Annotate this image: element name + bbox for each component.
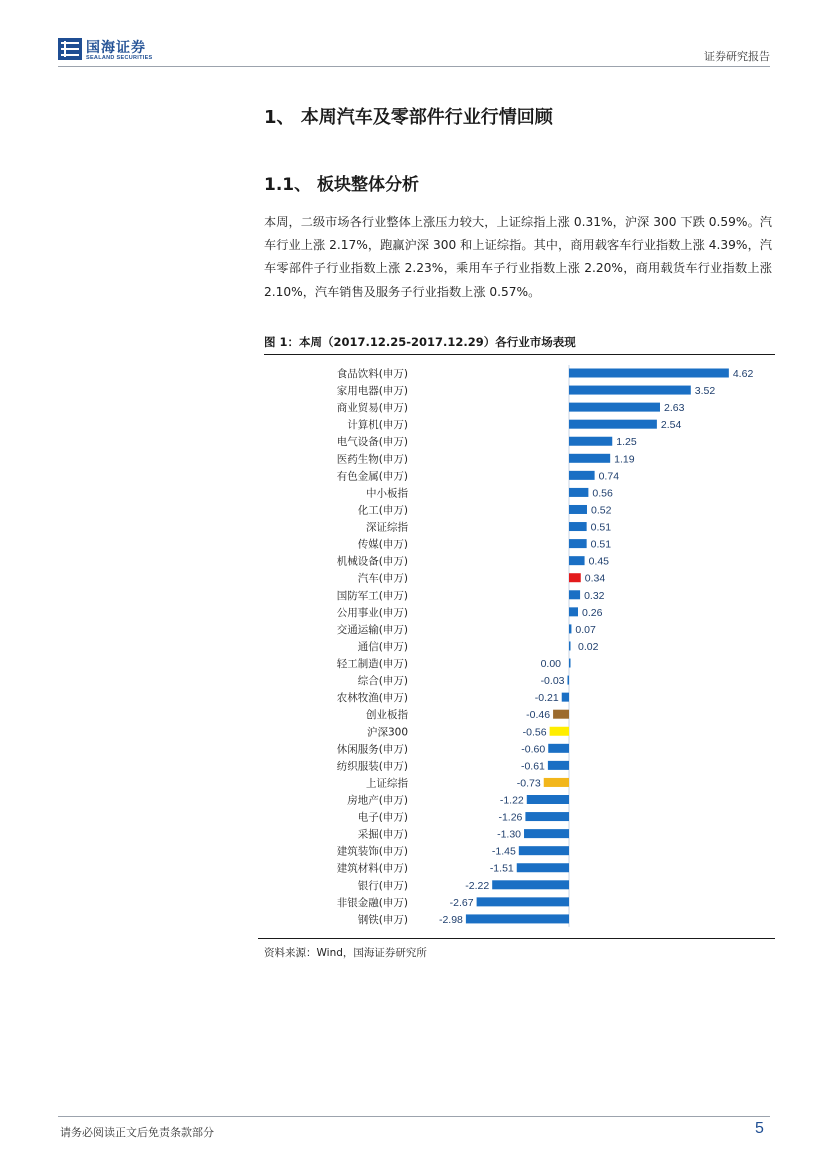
- chart-bar: [550, 727, 569, 736]
- chart-category-label: 建筑材料(申万): [336, 862, 408, 875]
- section-heading: 1、 本周汽车及零部件行业行情回顾: [264, 107, 553, 128]
- chart-value-label: 3.52: [694, 385, 716, 398]
- chart-value-label: -0.56: [522, 726, 547, 739]
- chart-value-label: -0.21: [534, 692, 559, 705]
- brand-name-cn: 国海证券: [86, 40, 146, 56]
- chart-value-label: 0.07: [575, 623, 596, 636]
- chart-category-label: 沪深300: [366, 726, 408, 739]
- chart-category-label: 纺织服装(申万): [336, 760, 408, 773]
- footer-disclaimer: 请务必阅读正文后免责条款部分: [60, 1126, 214, 1139]
- figure-bottom-rule: [258, 938, 775, 939]
- chart-category-label: 房地产(申万): [347, 794, 408, 807]
- chart-bar: [569, 590, 580, 599]
- chart-category-label: 轻工制造(申万): [336, 658, 408, 671]
- chart-category-label: 传媒(申万): [357, 538, 408, 551]
- chart-value-label: -0.46: [526, 709, 551, 722]
- chart-value-label: -1.45: [491, 845, 516, 858]
- report-type-label: 证券研究报告: [704, 50, 770, 63]
- chart-bar: [527, 795, 569, 804]
- chart-bar: [569, 641, 571, 650]
- chart-value-label: 0.45: [588, 555, 610, 568]
- chart-bar: [548, 744, 569, 753]
- chart-bar: [568, 676, 570, 685]
- chart-value-label: 0.32: [584, 589, 605, 602]
- chart-value-label: -0.73: [516, 777, 541, 790]
- chart-bar: [569, 369, 729, 378]
- chart-value-label: 0.51: [590, 521, 612, 534]
- chart-category-label: 食品饮料(申万): [336, 368, 408, 380]
- chart-category-label: 休闲服务(申万): [336, 743, 408, 756]
- chart-category-label: 国防军工(申万): [336, 589, 408, 602]
- chart-bar: [569, 522, 587, 531]
- chart-category-label: 交通运输(申万): [336, 623, 408, 636]
- chart-category-label: 上证综指: [366, 777, 408, 790]
- chart-value-label: -1.22: [499, 794, 524, 807]
- chart-category-label: 汽车(申万): [357, 572, 408, 585]
- chart-value-label: -2.98: [438, 913, 463, 926]
- chart-category-label: 机械设备(申万): [336, 555, 408, 568]
- chart-category-label: 化工(申万): [357, 504, 408, 517]
- chart-bar: [569, 386, 691, 395]
- chart-bar: [525, 812, 569, 821]
- chart-value-label: 0.34: [584, 572, 606, 585]
- chart-value-label: 1.25: [616, 436, 637, 449]
- chart-bar: [569, 607, 578, 616]
- chart-value-label: 2.63: [663, 402, 685, 415]
- chart-category-label: 电子(申万): [357, 811, 408, 824]
- chart-value-label: -2.22: [465, 879, 490, 892]
- page-header: [58, 36, 770, 67]
- chart-category-label: 建筑装饰(申万): [336, 845, 408, 858]
- chart-bar: [569, 556, 585, 565]
- chart-category-label: 计算机(申万): [347, 419, 408, 432]
- chart-value-label: 2.54: [660, 419, 682, 432]
- chart-value-label: 4.62: [732, 368, 754, 380]
- chart-bar: [569, 471, 595, 480]
- chart-value-label: 0.26: [581, 606, 603, 619]
- chart-value-label: -0.60: [521, 743, 546, 756]
- chart-value-label: 0.02: [578, 640, 599, 653]
- body-paragraph: 本周，二级市场各行业整体上涨压力较大，上证综指上涨 0.31%，沪深 300 下跌 0.59%。汽车行业上涨 2.17%，跑赢沪深 300 和上证综指。其中，商用载客车行业指数上涨 4.39%，汽车零部件子行业指数上涨 2.23%，乘用车子行业指数上涨 2.20%，商用载货车行业指数上涨 2.10%，汽车销售及服务子行业指数上涨 0.57%。: [264, 215, 772, 299]
- chart-category-label: 医药生物(申万): [336, 453, 408, 466]
- chart-bar: [569, 573, 581, 582]
- figure-source: 资料来源：Wind，国海证券研究所: [264, 947, 427, 959]
- chart-bar: [492, 880, 569, 889]
- chart-bar: [569, 420, 657, 429]
- chart-bar: [477, 897, 569, 906]
- footer-rule: [58, 1116, 770, 1117]
- chart-value-label: -0.61: [520, 760, 545, 773]
- chart-category-label: 非银金融(申万): [336, 896, 408, 909]
- chart-value-label: 1.19: [614, 453, 635, 466]
- chart-bar: [519, 846, 569, 855]
- chart-bar: [569, 659, 571, 668]
- chart-value-label: -1.26: [498, 811, 523, 824]
- chart-value-label: -1.51: [489, 862, 514, 875]
- chart-value-label: 0.00: [540, 658, 561, 671]
- chart-category-label: 电气设备(申万): [336, 436, 408, 449]
- chart-category-label: 农林牧渔(申万): [336, 692, 408, 705]
- brand-name-en: SEALAND SECURITIES: [86, 55, 153, 61]
- chart-value-label: 0.56: [592, 487, 613, 500]
- chart-bar: [569, 437, 612, 446]
- chart-bar: [569, 505, 587, 514]
- chart-category-label: 综合(申万): [357, 675, 408, 688]
- chart-category-label: 采掘(申万): [357, 828, 408, 841]
- chart-category-label: 公用事业(申万): [336, 606, 408, 619]
- subsection-heading: 1.1、 板块整体分析: [264, 175, 420, 195]
- chart-category-label: 钢铁(申万): [357, 913, 408, 926]
- figure-title: 图 1：本周（2017.12.25-2017.12.29）各行业市场表现: [264, 334, 775, 355]
- chart-bar: [569, 624, 571, 633]
- chart-bar: [562, 693, 569, 702]
- chart-bar: [569, 454, 610, 463]
- chart-category-label: 深证综指: [366, 521, 408, 534]
- chart-value-label: -1.30: [497, 828, 522, 841]
- chart-bar: [466, 914, 569, 923]
- chart-category-label: 商业贸易(申万): [336, 402, 408, 415]
- chart-category-label: 通信(申万): [357, 640, 408, 653]
- page-number: 5: [755, 1120, 764, 1137]
- chart-bar: [524, 829, 569, 838]
- chart-value-label: 0.52: [590, 504, 612, 517]
- chart-bar: [569, 539, 587, 548]
- chart-category-label: 创业板指: [366, 709, 408, 722]
- chart-value-label: 0.74: [598, 470, 620, 483]
- chart-value-label: -2.67: [449, 896, 474, 909]
- chart-value-label: 0.51: [590, 538, 612, 551]
- chart-bar: [569, 403, 660, 412]
- chart-value-label: -0.03: [540, 675, 565, 688]
- chart-category-label: 中小板指: [366, 487, 408, 500]
- chart-bar: [548, 761, 569, 770]
- chart-bar: [569, 488, 588, 497]
- chart-category-label: 银行(申万): [357, 879, 408, 892]
- chart-category-label: 有色金属(申万): [336, 470, 408, 483]
- chart-category-label: 家用电器(申万): [336, 385, 408, 398]
- chart-bar: [553, 710, 569, 719]
- chart-bar: [517, 863, 569, 872]
- chart-bar: [544, 778, 569, 787]
- sealand-logo-icon: [58, 38, 82, 60]
